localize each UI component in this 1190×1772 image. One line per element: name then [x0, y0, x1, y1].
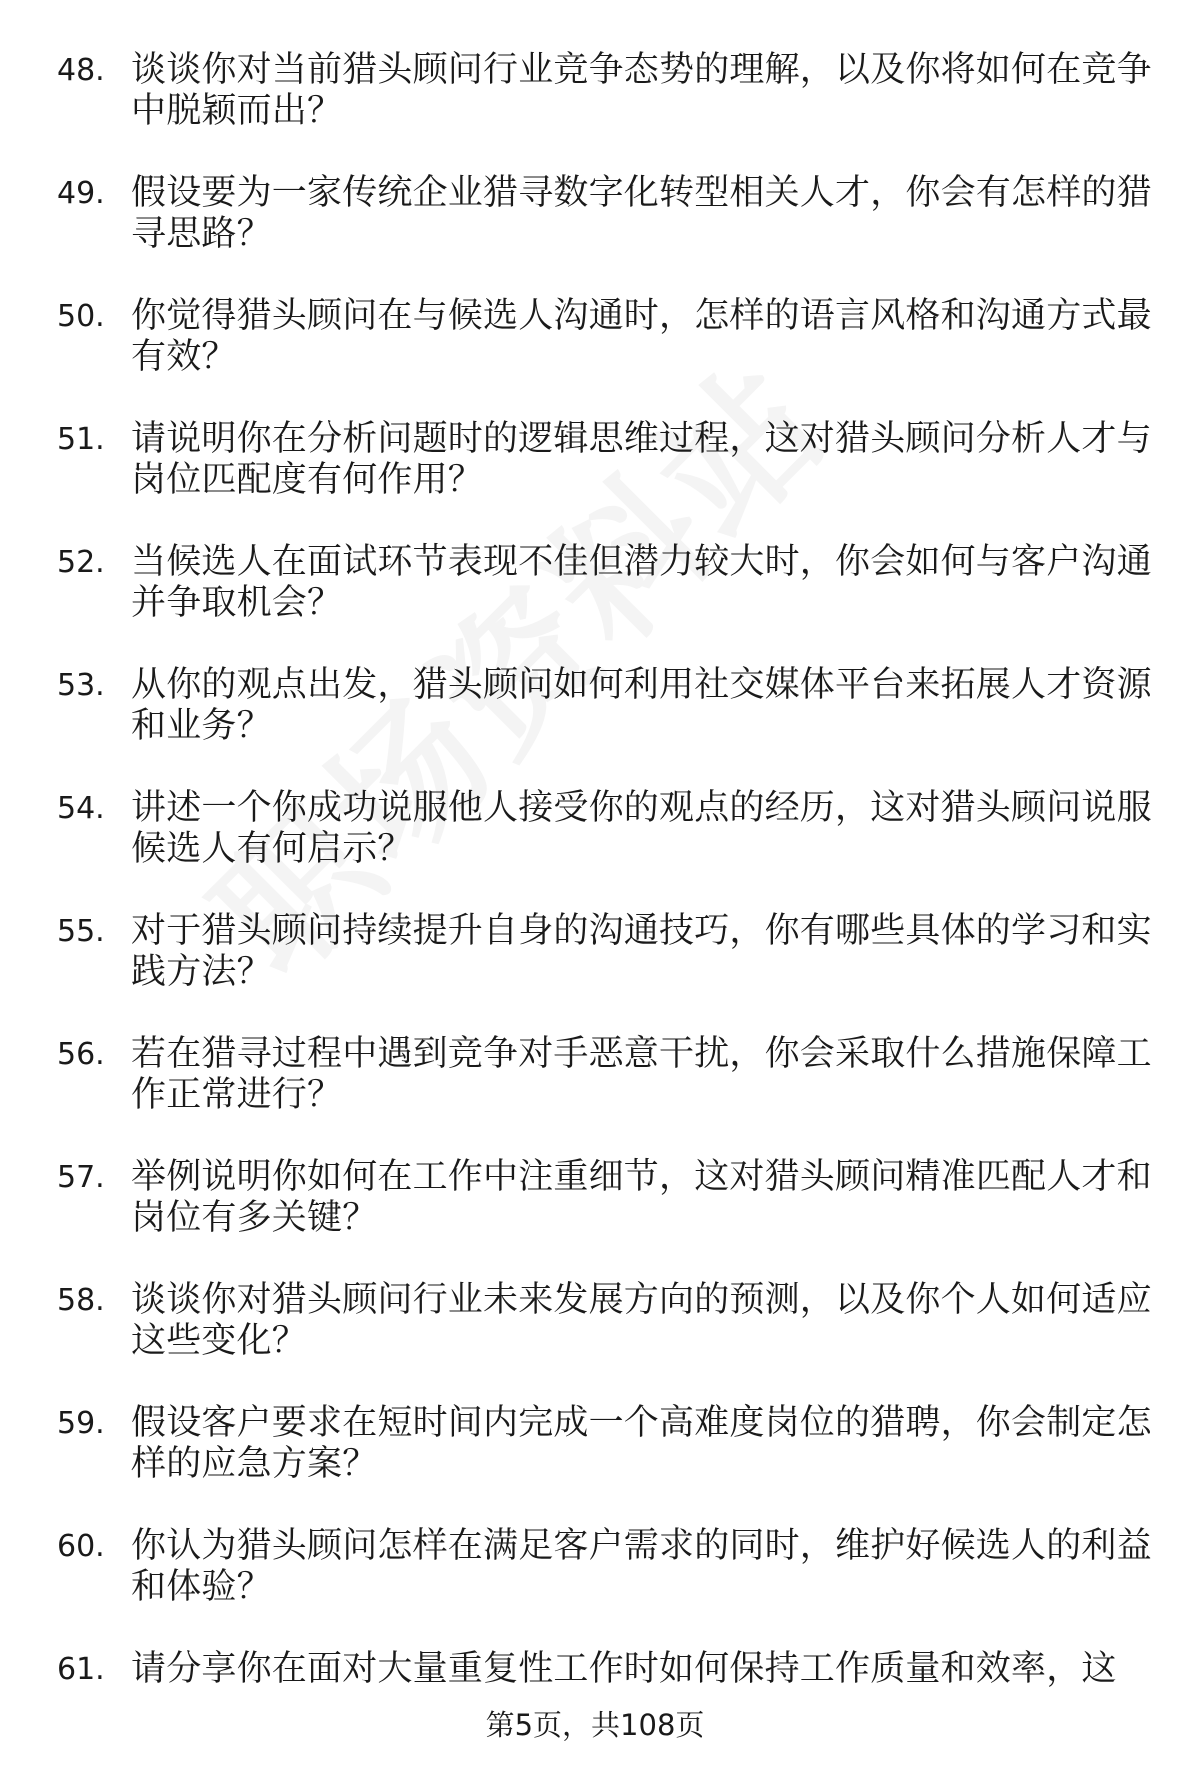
- question-item-59: [0, 1403, 1190, 1526]
- question-item-51: [0, 419, 1190, 542]
- question-number: 53.: [57, 668, 105, 703]
- question-text: 谈谈你对猎头顾问行业未来发展方向的预测，以及你个人如何适应这些变化？: [131, 1280, 1152, 1361]
- question-number: 50.: [57, 299, 105, 334]
- question-item-54: [0, 788, 1190, 911]
- question-text: 从你的观点出发，猎头顾问如何利用社交媒体平台来拓展人才资源和业务？: [131, 665, 1152, 746]
- question-text: 假设要为一家传统企业猎寻数字化转型相关人才，你会有怎样的猎寻思路？: [131, 173, 1152, 254]
- question-item-60: [0, 1526, 1190, 1649]
- question-number: 55.: [57, 914, 105, 949]
- question-item-55: [0, 911, 1190, 1034]
- question-number: 51.: [57, 422, 105, 457]
- question-item-48: [0, 50, 1190, 173]
- question-item-58: [0, 1280, 1190, 1403]
- question-text: 举例说明你如何在工作中注重细节，这对猎头顾问精准匹配人才和岗位有多关键？: [131, 1157, 1152, 1238]
- question-number: 61.: [57, 1652, 105, 1687]
- question-text: 你认为猎头顾问怎样在满足客户需求的同时，维护好候选人的利益和体验？: [131, 1526, 1152, 1607]
- page-number-footer: 第5页，共108页: [485, 1708, 705, 1742]
- question-item-56: [0, 1034, 1190, 1157]
- question-number: 54.: [57, 791, 105, 826]
- question-number: 57.: [57, 1160, 105, 1195]
- question-number: 60.: [57, 1529, 105, 1564]
- question-text: 谈谈你对当前猎头顾问行业竞争态势的理解，以及你将如何在竞争中脱颖而出？: [131, 50, 1152, 131]
- question-text: 当候选人在面试环节表现不佳但潜力较大时，你会如何与客户沟通并争取机会？: [131, 542, 1152, 623]
- question-text: 你觉得猎头顾问在与候选人沟通时，怎样的语言风格和沟通方式最有效？: [131, 296, 1152, 377]
- question-item-57: [0, 1157, 1190, 1280]
- question-item-53: [0, 665, 1190, 788]
- question-text: 讲述一个你成功说服他人接受你的观点的经历，这对猎头顾问说服候选人有何启示？: [131, 788, 1152, 869]
- question-item-49: [0, 173, 1190, 296]
- question-number: 49.: [57, 176, 105, 211]
- question-text: 请说明你在分析问题时的逻辑思维过程，这对猎头顾问分析人才与岗位匹配度有何作用？: [131, 419, 1152, 500]
- question-number: 56.: [57, 1037, 105, 1072]
- question-item-52: [0, 542, 1190, 665]
- question-number: 52.: [57, 545, 105, 580]
- question-list: [0, 50, 1190, 1772]
- question-text: 请分享你在面对大量重复性工作时如何保持工作质量和效率，这: [131, 1649, 1117, 1689]
- question-number: 59.: [57, 1406, 105, 1441]
- question-text: 假设客户要求在短时间内完成一个高难度岗位的猎聘，你会制定怎样的应急方案？: [131, 1403, 1152, 1484]
- question-number: 58.: [57, 1283, 105, 1318]
- question-text: 对于猎头顾问持续提升自身的沟通技巧，你有哪些具体的学习和实践方法？: [131, 911, 1152, 992]
- question-text: 若在猎寻过程中遇到竞争对手恶意干扰，你会采取什么措施保障工作正常进行？: [131, 1034, 1152, 1115]
- question-item-50: [0, 296, 1190, 419]
- question-number: 48.: [57, 53, 105, 88]
